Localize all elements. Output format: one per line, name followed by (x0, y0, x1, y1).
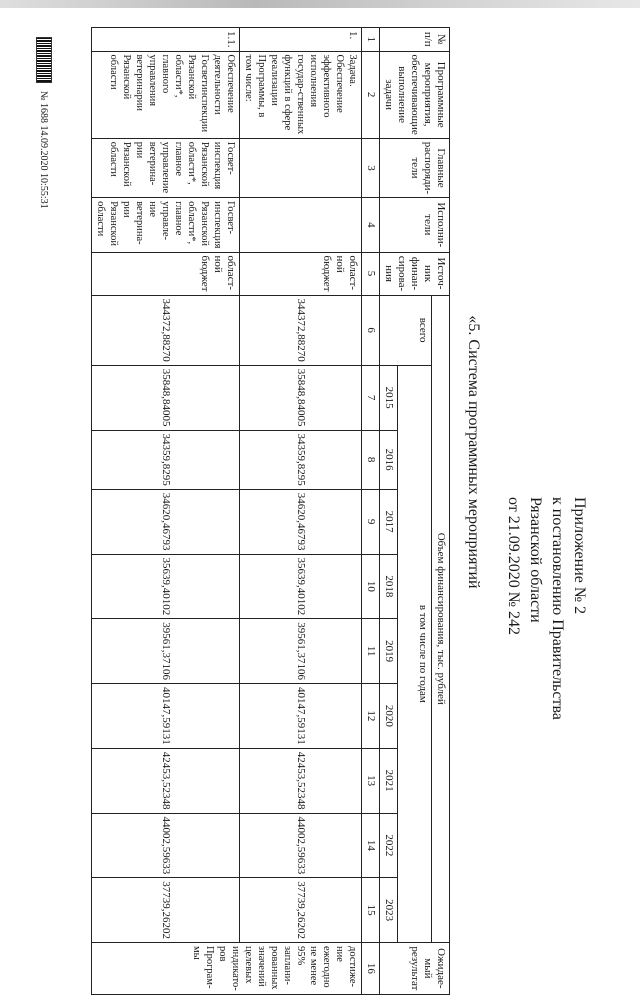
col-num-header: № п/п (380, 28, 450, 52)
row-value-2021: 42453,52348 (92, 748, 240, 813)
row-total: 344372,88270 (92, 295, 240, 365)
year-header: 2020 (380, 684, 398, 749)
barcode-icon (36, 37, 52, 83)
column-number: 1 (362, 28, 380, 52)
row-value-2022: 44002,59633 (240, 813, 362, 878)
column-number: 7 (362, 365, 380, 430)
column-number: 8 (362, 430, 380, 489)
col-by-year-header: в том числе по годам (398, 365, 432, 942)
program-measures-table (91, 27, 450, 995)
column-number: 6 (362, 295, 380, 365)
col-funding-header: Объем финансирования, тыс. рублей (432, 295, 450, 943)
row-value-2021: 42453,52348 (240, 748, 362, 813)
column-number: 11 (362, 619, 380, 684)
year-header: 2016 (380, 430, 398, 489)
appendix-header (502, 497, 590, 857)
col-source-header: Источ-ник финан-сирова-ния (380, 252, 450, 295)
year-header: 2015 (380, 365, 398, 430)
row-value-2015: 35848,84005 (92, 365, 240, 430)
column-number: 14 (362, 813, 380, 878)
year-header: 2021 (380, 748, 398, 813)
row-expected-result: достиже-ние ежегодно не менее 95% заплани-рованных значений целевых индикато-ров Програм-мы (92, 943, 362, 995)
row-value-2016: 34359,8295 (92, 430, 240, 489)
col-measures-header: Программные мероприятия, обеспечивающие выполнение задачи (380, 51, 450, 138)
row-value-2020: 40147,59131 (240, 684, 362, 749)
rotated-document-page (30, 17, 610, 991)
col-executors-header: Исполни-тели (380, 198, 450, 252)
col-expected-header: Ожидае-мый результат (380, 943, 450, 995)
column-number: 2 (362, 51, 380, 138)
column-number: 4 (362, 198, 380, 252)
row-measure: Задача. Обеспечение эффективного исполнения государ-ственных функций в сфере реализации Программы, в том числе: (240, 51, 362, 138)
row-value-2015: 35848,84005 (240, 365, 362, 430)
year-header: 2018 (380, 554, 398, 619)
column-number: 5 (362, 252, 380, 295)
table-row (240, 28, 362, 995)
column-number: 16 (362, 943, 380, 995)
column-number: 15 (362, 878, 380, 943)
appendix-number: Приложение № 2 (571, 497, 588, 615)
appendix-region: Рязанской области (527, 497, 544, 623)
appendix-date: от 21.09.2020 № 242 (505, 497, 522, 636)
row-executor (240, 198, 362, 252)
row-executor: Госвет-инспекция Рязанской области*, главное управле-ние ветерина-рии Рязанской области (92, 198, 240, 252)
row-value-2018: 35639,40102 (92, 554, 240, 619)
column-number: 13 (362, 748, 380, 813)
year-header: 2019 (380, 619, 398, 684)
row-manager: Госвет-инспекция Рязанской области*, главное управление ветерина-рии Рязанской области (92, 138, 240, 197)
column-number: 3 (362, 138, 380, 197)
row-value-2019: 39561,37106 (92, 619, 240, 684)
row-value-2016: 34359,8295 (240, 430, 362, 489)
row-source: област-ной бюджет (92, 252, 240, 295)
row-value-2022: 44002,59633 (92, 813, 240, 878)
row-num: 1.1. (92, 28, 240, 52)
row-total: 344372,88270 (240, 295, 362, 365)
appendix-decree: к постановлению Правительства (549, 497, 566, 720)
column-number: 12 (362, 684, 380, 749)
column-number: 10 (362, 554, 380, 619)
table-row (92, 28, 240, 995)
registration-footer (36, 37, 52, 209)
year-header: 2022 (380, 813, 398, 878)
section-title: «5. Система программных мероприятий (465, 315, 482, 589)
column-number: 9 (362, 489, 380, 554)
registration-stamp: № 1688 14.09.2020 10:55:31 (38, 91, 50, 209)
row-value-2019: 39561,37106 (240, 619, 362, 684)
row-num: 1. (240, 28, 362, 52)
col-total-header: всего (380, 295, 432, 365)
row-value-2017: 34620,46793 (92, 489, 240, 554)
year-header: 2017 (380, 489, 398, 554)
row-measure: Обеспечение деятельности Госветинспекции Рязанской области*, главного управления ветеринарии Рязанской области (92, 51, 240, 138)
year-header: 2023 (380, 878, 398, 943)
row-value-2023: 37739,26202 (92, 878, 240, 943)
row-manager (240, 138, 362, 197)
row-value-2018: 35639,40102 (240, 554, 362, 619)
row-source: област-ной бюджет (240, 252, 362, 295)
col-managers-header: Главные распоряди-тели (380, 138, 450, 197)
row-value-2023: 37739,26202 (240, 878, 362, 943)
row-value-2017: 34620,46793 (240, 489, 362, 554)
scan-edge (0, 0, 640, 8)
column-number-row (362, 28, 380, 995)
row-value-2020: 40147,59131 (92, 684, 240, 749)
